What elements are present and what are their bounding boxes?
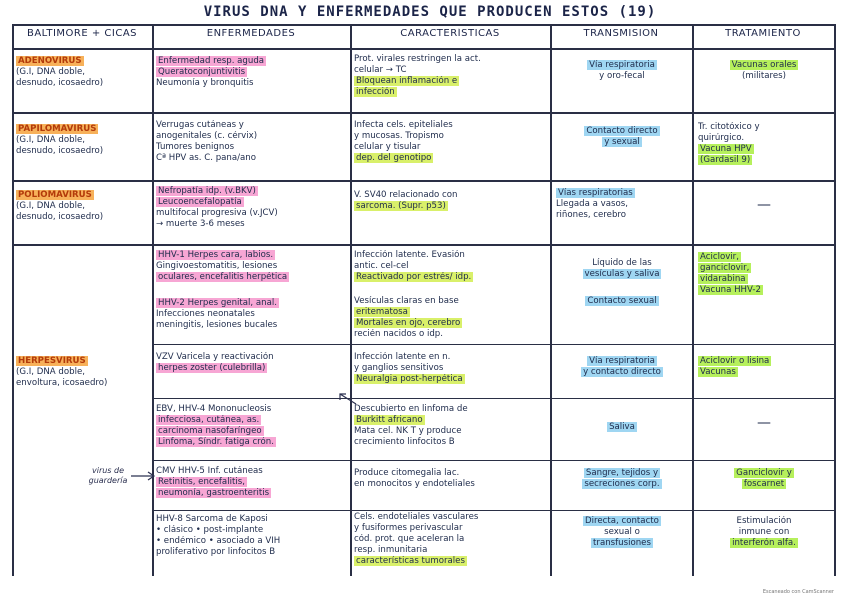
disease-item: proliferativo por linfocitos B	[156, 547, 276, 557]
virus-family-label: POLIOMAVIRUS	[18, 190, 92, 200]
disease-item: Nefropatía idp. (v.BKV)	[158, 186, 256, 196]
transmission-item: riñones, cerebro	[556, 210, 627, 220]
caracteristicas-cell	[354, 296, 548, 340]
disease-item: EBV, HHV-4 Mononucleosis	[156, 404, 272, 414]
transmission-item: transfusiones	[593, 538, 651, 548]
characteristic-item: Infección latente en n.	[354, 352, 451, 362]
disease-item: Queratoconjuntivitis	[158, 67, 246, 77]
disease-item: Infecciones neonatales	[156, 309, 255, 319]
characteristic-item: crecimiento linfocitos B	[354, 437, 455, 447]
characteristic-item: Burkitt africano	[356, 415, 423, 425]
transmission-item: y sexual	[604, 137, 640, 147]
tratamiento-cell	[698, 252, 832, 296]
transmission-item: Saliva	[609, 422, 635, 432]
characteristic-item: Bloquean inflamación e	[356, 76, 458, 86]
characteristic-item: y fusiformes perivascular	[354, 523, 463, 533]
transmission-item: Contacto sexual	[587, 296, 657, 306]
tratamiento-cell	[696, 200, 832, 211]
transmission-item: Vía respiratoria	[589, 60, 655, 70]
page-title: VIRUS DNA Y ENFERMEDADES QUE PRODUCEN ESTOS (19)	[203, 4, 657, 20]
transmission-item: sexual o	[604, 527, 640, 537]
grid-line	[12, 24, 14, 576]
caracteristicas-cell	[354, 190, 548, 212]
treatment-item: Aciclovir o lisina	[700, 356, 770, 366]
transmision-cell	[554, 468, 690, 490]
grid-line	[152, 510, 835, 511]
disease-item: Enfermedad resp. aguda	[158, 56, 265, 66]
grid-line	[12, 244, 835, 246]
virus-classification: (G.I, DNA doble,	[16, 201, 85, 211]
virus-cell	[16, 124, 150, 157]
disease-item: neumonía, gastroenteritis	[158, 488, 270, 498]
disease-item: oculares, encefalitis herpética	[158, 272, 288, 282]
grid-line	[152, 344, 835, 345]
characteristic-item: resp. inmunitaria	[354, 545, 428, 555]
header-enfermedades: ENFERMEDADES	[206, 28, 296, 39]
characteristic-item: Descubierto en linfoma de	[354, 404, 468, 414]
transmision-cell	[554, 258, 690, 280]
disease-item: • clásico • post-implante	[156, 525, 264, 535]
virus-classification: (G.I, DNA doble,	[16, 67, 85, 77]
virus-family-label: PAPILOMAVIRUS	[18, 124, 97, 134]
characteristic-item: recién nacidos o idp.	[354, 329, 443, 339]
virus-family-label: HERPESVIRUS	[18, 356, 86, 366]
disease-item: infecciosa, cutánea, as.	[158, 415, 260, 425]
tratamiento-cell	[696, 468, 832, 490]
enfermedades-cell	[156, 250, 348, 283]
grid-line	[152, 398, 835, 399]
treatment-empty-dash: —	[757, 418, 771, 429]
grid-line	[550, 24, 552, 576]
characteristic-item: celular → TC	[354, 65, 407, 75]
virus-cell	[16, 356, 150, 389]
tratamiento-cell	[698, 122, 832, 166]
treatment-item: ganciclovir,	[700, 263, 750, 273]
arrow-icon	[130, 470, 158, 482]
treatment-item: (militares)	[742, 71, 786, 81]
header-baltimore: BALTIMORE + CICAS	[26, 28, 138, 39]
disease-item: HHV-1 Herpes cara, labios.	[158, 250, 274, 260]
enfermedades-cell	[156, 56, 348, 89]
characteristic-item: Produce citomegalia lac.	[354, 468, 460, 478]
disease-item: CMV HHV-5 Inf. cutáneas	[156, 466, 263, 476]
scanner-credit: Escaneado con CamScanner	[762, 589, 834, 595]
characteristic-item: infección	[356, 87, 395, 97]
characteristic-item: V. SV40 relacionado con	[354, 190, 458, 200]
disease-item: Tumores benignos	[156, 142, 235, 152]
characteristic-item: eritematosa	[356, 307, 408, 317]
characteristic-item: Prot. virales restringen la act.	[354, 54, 481, 64]
grid-line	[12, 48, 835, 50]
tratamiento-cell	[696, 516, 832, 549]
disease-item: Linfoma, Síndr. fatiga crón.	[158, 437, 274, 447]
transmission-item: Sangre, tejidos y	[585, 468, 659, 478]
disease-item: VZV Varicela y reactivación	[156, 352, 274, 362]
characteristic-item: Vesículas claras en base	[354, 296, 459, 306]
treatment-item: Vacunas orales	[731, 60, 797, 70]
virus-classification: desnudo, icosaedro)	[16, 212, 104, 222]
disease-item: • endémico • asociado a VIH	[156, 536, 281, 546]
transmission-item: y oro-fecal	[599, 71, 645, 81]
disease-item: multifocal progresiva (v.JCV)	[156, 208, 278, 218]
disease-item: herpes zoster (culebrilla)	[158, 363, 266, 373]
treatment-item: vidarabina	[700, 274, 746, 284]
grid-line	[12, 112, 835, 114]
tratamiento-cell	[698, 356, 832, 378]
virus-classification: (G.I, DNA doble,	[16, 135, 85, 145]
characteristic-item: Infecta cels. epiteliales	[354, 120, 453, 130]
transmision-cell	[554, 422, 690, 433]
disease-item: Gingivoestomatitis, lesiones	[156, 261, 278, 271]
tratamiento-cell	[696, 60, 832, 82]
disease-item: Neumonía y bronquitis	[156, 78, 254, 88]
characteristic-item: Mortales en ojo, cerebro	[356, 318, 461, 328]
disease-item: → muerte 3-6 meses	[156, 219, 245, 229]
grid-line	[834, 24, 836, 576]
treatment-item: Vacuna HPV	[700, 144, 752, 154]
grid-line	[152, 24, 154, 576]
disease-item: Verrugas cutáneas y	[156, 120, 244, 130]
treatment-item: Ganciclovir y	[736, 468, 792, 478]
disease-item: anogenitales (c. cérvix)	[156, 131, 258, 141]
grid-line	[12, 24, 835, 26]
treatment-item: quirúrgico.	[698, 133, 745, 143]
caracteristicas-cell	[354, 352, 548, 385]
enfermedades-cell	[156, 404, 348, 448]
caracteristicas-cell	[354, 512, 548, 567]
treatment-empty-dash: —	[757, 200, 771, 211]
treatment-item: Vacuna HHV-2	[700, 285, 761, 295]
caracteristicas-cell	[354, 54, 548, 98]
characteristic-item: celular y tisular	[354, 142, 421, 152]
treatment-item: interferón alfa.	[732, 538, 796, 548]
characteristic-item: cód. prot. que aceleran la	[354, 534, 465, 544]
header-caracteristicas: CARACTERÍSTICAS	[400, 28, 500, 39]
treatment-item: (Gardasil 9)	[700, 155, 751, 165]
header-transmision: TRANSMISIÓN	[583, 28, 659, 39]
transmision-cell	[554, 60, 690, 82]
disease-item: Leucoencefalopatía	[158, 197, 242, 207]
virus-family-label: ADENOVIRUS	[18, 56, 82, 66]
grid-line	[692, 24, 694, 576]
characteristic-item: Neuralgia post-herpética	[356, 374, 463, 384]
treatment-item: Estimulación	[736, 516, 792, 526]
caracteristicas-cell	[354, 468, 548, 490]
characteristic-item: en monocitos y endoteliales	[354, 479, 475, 489]
characteristic-item: antic. cel-cel	[354, 261, 409, 271]
characteristic-item: sarcoma. (Supr. p53)	[356, 201, 446, 211]
transmision-cell	[554, 516, 690, 549]
arrow-icon	[336, 390, 358, 406]
treatment-item: Vacunas	[700, 367, 736, 377]
disease-item: carcinoma nasofaríngeo	[158, 426, 262, 436]
virus-classification: envoltura, icosaedro)	[16, 378, 108, 388]
virus-classification: desnudo, icosaedro)	[16, 146, 104, 156]
treatment-item: Aciclovir,	[700, 252, 739, 262]
enfermedades-cell	[156, 352, 348, 374]
caracteristicas-cell	[354, 250, 548, 283]
enfermedades-cell	[156, 186, 348, 230]
characteristic-item: dep. del genotipo	[356, 153, 432, 163]
transmission-item: Vías respiratorias	[558, 188, 633, 198]
virus-cell	[16, 56, 150, 89]
grid-line	[350, 24, 352, 576]
transmission-item: secreciones corp.	[584, 479, 660, 489]
transmission-item: Vía respiratoria	[589, 356, 655, 366]
characteristic-item: y ganglios sensitivos	[354, 363, 444, 373]
transmision-cell	[554, 356, 690, 378]
enfermedades-cell	[156, 466, 348, 499]
characteristic-item: características tumorales	[356, 556, 465, 566]
treatment-item: inmune con	[738, 527, 790, 537]
side-note: virus de guardería	[88, 466, 128, 485]
transmission-item: Llegada a vasos,	[556, 199, 628, 209]
characteristic-item: Cels. endoteliales vasculares	[354, 512, 479, 522]
enfermedades-cell	[156, 514, 348, 558]
characteristic-item: Reactivado por estrés/ idp.	[356, 272, 472, 282]
transmission-item: Directa, contacto	[585, 516, 659, 526]
grid-line	[152, 460, 835, 461]
disease-item: HHV-2 Herpes genital, anal.	[158, 298, 277, 308]
treatment-item: Tr. citotóxico y	[698, 122, 760, 132]
characteristic-item: Mata cel. NK T y produce	[354, 426, 462, 436]
disease-item: Retinitis, encefalitis,	[158, 477, 245, 487]
enfermedades-cell	[156, 298, 348, 331]
characteristic-item: Infección latente. Evasión	[354, 250, 465, 260]
tratamiento-cell	[696, 418, 832, 429]
transmission-item: vesículas y saliva	[584, 269, 660, 279]
grid-line	[12, 180, 835, 182]
virus-cell	[16, 190, 150, 223]
header-tratamiento: TRATAMIENTO	[725, 28, 801, 39]
transmission-item: y contacto directo	[583, 367, 661, 377]
disease-item: HHV-8 Sarcoma de Kaposi	[156, 514, 268, 524]
transmision-cell	[554, 126, 690, 148]
transmision-cell	[554, 296, 690, 307]
disease-item: meningitis, lesiones bucales	[156, 320, 278, 330]
disease-item: Cª HPV as. C. pana/ano	[156, 153, 257, 163]
enfermedades-cell	[156, 120, 348, 164]
transmision-cell	[556, 188, 690, 221]
virus-classification: desnudo, icosaedro)	[16, 78, 104, 88]
caracteristicas-cell	[354, 120, 548, 164]
transmission-item: Líquido de las	[592, 258, 652, 268]
characteristic-item: y mucosas. Tropismo	[354, 131, 444, 141]
treatment-item: foscarnet	[743, 479, 785, 489]
caracteristicas-cell	[354, 404, 548, 448]
virus-classification: (G.I, DNA doble,	[16, 367, 85, 377]
transmission-item: Contacto directo	[586, 126, 658, 136]
